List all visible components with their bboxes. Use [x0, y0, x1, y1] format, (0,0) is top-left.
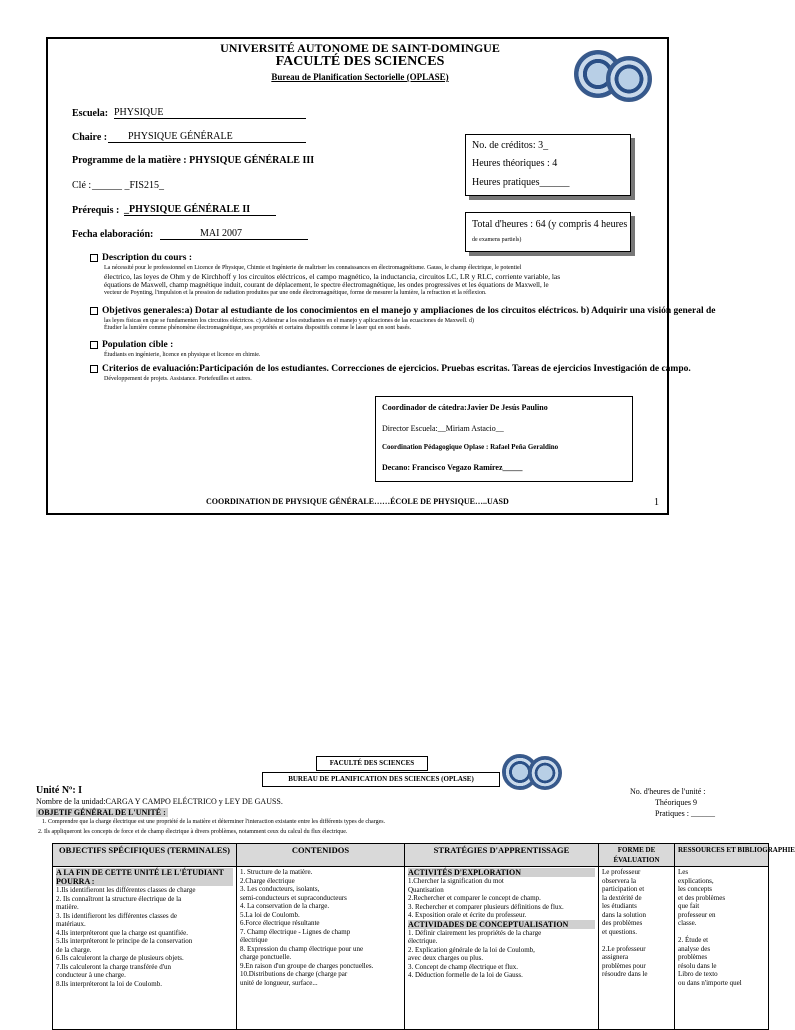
prerequis-label: Prérequis :	[72, 205, 120, 216]
list-item: résoudre dans le	[602, 970, 648, 978]
list-item	[678, 928, 765, 937]
chaire-label: Chaire :	[72, 132, 108, 143]
credits-count: No. de créditos: 3_	[472, 140, 549, 151]
list-item: 1.Chercher la signification du mot	[408, 877, 504, 885]
list-item: professeur en	[678, 910, 716, 919]
list-item: 7. Champ électrique - Lignes de champ	[240, 927, 351, 936]
column-header: OBJECTIFS SPÉCIFIQUES (TERMINALES)	[53, 844, 237, 867]
description-text: La nécessité pour le professionnel en Licence de Physique, Chimie et Ingénierie de maîtriser les connaissances en électromagnétisme. Gauss, le champ électrique, le potentiel électrico, las leyes de Ohm y de Kirchhoff y los circuitos eléctricos, el campo magnético, la inductancia, circuitos LC, LR y RLC, corriente variable, las équations de Maxwell, champ magnétique induit, courant de déplacement, le spectre électromagnétique, les ondes progressives et les équations de Maxwell, le vecteur de Poynting, l'impulsion et la pression de radiation produites par une onde électromagnétique, forme de mesurer la lumière, la refraction et la réflexion.	[104, 265, 561, 296]
coordinador-line: Coordinador de cátedra:Javier De Jesús Paulino	[382, 403, 548, 412]
unit-hours-label: No. d'heures de l'unité :	[630, 787, 706, 796]
page-footer: COORDINATION DE PHYSIQUE GÉNÉRALE……ÉCOLE DE PHYSIQUE…..UASD	[206, 497, 509, 506]
evaluation-text: Développement de projets. Assistance. Portefeuilles et autres.	[104, 376, 252, 382]
cell-title: ACTIVIDADES DE CONCEPTUALISATION	[408, 920, 595, 929]
contents-list	[240, 868, 401, 987]
list-item: 1. Structure de la matière.	[240, 868, 313, 876]
list-item: Les	[678, 868, 689, 876]
programme-label: Programme de la matière : PHYSIQUE GÉNÉRALE III	[72, 155, 315, 166]
strategies-cell	[405, 867, 599, 1030]
list-item: matière.	[56, 903, 79, 911]
coordination-box	[375, 396, 633, 482]
list-item: problèmes	[678, 953, 708, 961]
checkbox-icon	[90, 254, 98, 262]
list-item: 2. Ils connaîtront la structure électrique de la	[56, 894, 182, 903]
list-item: classe.	[678, 919, 697, 927]
cell-title: ACTIVITÉS D'EXPLORATION	[408, 868, 595, 877]
list-item: charge ponctuelle.	[240, 953, 292, 961]
list-item: participation et	[602, 885, 645, 893]
list-item: électrique.	[408, 937, 438, 945]
list-item: et des problèmes	[678, 893, 726, 902]
list-item	[602, 936, 671, 945]
list-item: 2.Rechercher et comparer le concept de champ.	[408, 894, 541, 902]
list-item: 8. Expression du champ électrique pour une	[240, 944, 364, 953]
chaire-value: PHYSIQUE GÉNÉRALE	[108, 131, 306, 143]
column-header: STRATÉGIES D'APPRENTISSAGE	[405, 844, 599, 867]
list-item: la dextérité de	[602, 893, 642, 902]
prerequis-value: _PHYSIQUE GÉNÉRALE II	[124, 204, 276, 216]
contents-cell	[237, 867, 405, 1030]
evaluation-cell	[599, 867, 675, 1030]
list-item: 7.Ils calculeront la charge transférée d'un	[56, 962, 172, 971]
cle-value: ______ _FIS215_	[92, 180, 164, 191]
list-item: Quantisation	[408, 885, 444, 894]
list-item: 3. Ils identifieront les différentes classes de	[56, 911, 177, 920]
objectives-list	[56, 886, 233, 988]
list-item: analyse des	[678, 944, 711, 953]
list-item: 9.En raison d'un groupe de charges ponctuelles.	[240, 961, 374, 970]
list-item: 5.Ils interpréteront le principe de la conservation	[56, 937, 193, 945]
specific-objectives-cell	[53, 867, 237, 1030]
description-title: Description du cours :	[90, 253, 192, 263]
faculty-title: FACULTÉ DES SCIENCES	[275, 54, 445, 69]
bureau-title: Bureau de Planification Sectorielle (OPLASE)	[271, 72, 449, 82]
unit-hours-practice: Pratiques : ______	[655, 809, 715, 818]
objectives-text: las leyes físicas en que se fundamenten los circuitos eléctricos. c) Adiestrar a los estudiantes en el manejo y aplicaciones de las ecuaciones de Maxwell. d) Étudier la lumière comme phénomène électromagnétique, ses propriétés et certains dispositifs comme le laser qui en sont basés.	[104, 318, 475, 331]
list-item: conducteur à une charge.	[56, 971, 126, 979]
list-item: explications,	[678, 876, 714, 885]
page-number: 1	[654, 497, 659, 508]
population-text: Étudiants en ingénierie, licence en physique et licence en chimie.	[104, 352, 261, 358]
total-hours-box	[465, 212, 631, 252]
objective-line-2: 2. Ils appliqueront les concepts de force et de champ électrique à divers problèmes, notamment ceux du calcul du flux électrique.	[38, 829, 348, 835]
total-hours-line1: Total d'heures : 64 (y compris 4 heures	[472, 219, 628, 230]
unit-name: Nombre de la unidad:CARGA Y CAMPO ELÉCTRICO y LEY DE GAUSS.	[36, 797, 283, 806]
theory-hours: Heures théoriques : 4	[472, 158, 558, 169]
list-item: Le professeur	[602, 868, 641, 876]
checkbox-icon	[90, 365, 98, 373]
general-objective-title: OBJETIF GÉNÉRAL DE L'UNITÉ :	[38, 808, 166, 817]
list-item: 3. Les conducteurs, isolants,	[240, 885, 320, 893]
faculty-seal-icon	[528, 756, 562, 790]
bureau-header-box: BUREAU DE PLANIFICATION DES SCIENCES (OPLASE)	[262, 772, 500, 787]
list-item: ou dans n'importe quel	[678, 978, 742, 987]
escuela-label: Escuela:	[72, 108, 109, 119]
list-item: résolu dans le	[678, 961, 717, 970]
list-item: unité de longueur, surface...	[240, 978, 318, 987]
list-item: 4. La conservation de la charge.	[240, 902, 330, 910]
list-item: assignera	[602, 953, 629, 961]
list-item: 2.Le professeur	[602, 944, 646, 953]
credits-box	[465, 134, 631, 196]
faculty-seal-icon	[606, 56, 652, 102]
resources-list	[678, 868, 765, 987]
table-header-row	[53, 844, 769, 867]
list-item: 10.Distributions de charge (charge par	[240, 970, 348, 978]
list-item: électrique	[240, 936, 268, 944]
cell-title: A LA FIN DE CETTE UNITÉ LE L'ÉTUDIANT POURRA :	[56, 868, 233, 886]
practice-hours: Heures pratiques______	[472, 177, 570, 188]
list-item: 4.Ils interpréteront que la charge est quantifiée.	[56, 928, 189, 937]
objectives-title: Objetivos generales:a) Dotar al estudiante de los conocimientos en el manejo y ampliaciones de los circuitos eléctricos. b) Adquirir una visión general de	[90, 306, 716, 316]
exploration-list	[408, 877, 595, 920]
unit-hours-theory: Théoriques 9	[655, 798, 697, 807]
evaluation-list	[602, 868, 671, 979]
list-item: de la charge.	[56, 945, 92, 954]
list-item: 2.Charge électrique	[240, 876, 295, 885]
list-item: 8.Ils interpréteront la loi de Coulomb.	[56, 979, 162, 988]
list-item: 6.Force électrique résultante	[240, 919, 320, 927]
list-item: des problèmes	[602, 919, 643, 927]
unit-plan-table	[52, 843, 795, 1030]
checkbox-icon	[90, 341, 98, 349]
population-title: Population cible :	[90, 340, 173, 350]
table-row	[53, 867, 769, 1030]
faculty-header-box: FACULTÉ DES SCIENCES	[316, 756, 428, 771]
conceptualisation-list	[408, 929, 595, 980]
list-item: 1. Définir clairement les propriétés de la charge	[408, 928, 542, 937]
list-item: avec deux charges ou plus.	[408, 954, 484, 962]
list-item: les concepts	[678, 885, 713, 893]
objective-line-1: 1. Comprendre que la charge électrique est une propriété de la matière et déterminer l'interaction existante entre les différents types de charges.	[42, 819, 386, 825]
list-item: 5.La loi de Coulomb.	[240, 910, 300, 919]
list-item: problèmes pour	[602, 961, 646, 970]
director-line: Director Escuela:__Miriam Astacio__	[382, 424, 504, 433]
list-item: matériaux.	[56, 920, 86, 928]
decano-line: Decano: Francisco Vegazo Ramírez_____	[382, 463, 523, 472]
list-item: 6.Ils calculeront la charge de plusieurs objets.	[56, 954, 184, 962]
column-header: CONTENIDOS	[237, 844, 405, 867]
university-title: UNIVERSITÉ AUTONOME DE SAINT-DOMINGUE	[220, 41, 500, 55]
list-item: 3. Concept de champ électrique et flux.	[408, 962, 519, 971]
total-hours-line2: de examens partiels)	[472, 237, 522, 243]
fecha-label: Fecha elaboración:	[72, 229, 154, 240]
list-item: 4. Exposition orale et écrite du professeur.	[408, 911, 527, 919]
list-item: observera la	[602, 876, 637, 885]
evaluation-title: Criterios de evaluación:Participación de los estudiantes. Correcciones de ejercicios. Pruebas escritas. Tareas de ejercicios Investigación de campo.	[90, 364, 691, 374]
column-header: RESSOURCES ET BIBLIOGRAPHIE	[675, 844, 769, 867]
list-item: semi-conducteurs et supraconducteurs	[240, 893, 347, 902]
list-item: 2. Étude et	[678, 936, 709, 944]
resources-cell	[675, 867, 769, 1030]
unit-number: Unité Nº: I	[36, 785, 83, 796]
list-item: les étudiants	[602, 902, 637, 910]
list-item: et questions.	[602, 927, 637, 936]
list-item: 3. Rechercher et comparer plusieurs définitions de flux.	[408, 902, 564, 911]
list-item: dans la solution	[602, 910, 646, 919]
list-item: 4. Déduction formelle de la loi de Gauss.	[408, 971, 523, 979]
checkbox-icon	[90, 307, 98, 315]
escuela-value: PHYSIQUE	[114, 107, 306, 119]
cle-label: Clé :	[72, 180, 92, 191]
list-item: 1.Ils identifieront les différentes classes de charge	[56, 886, 196, 894]
list-item: 2. Explication générale de la loi de Coulomb,	[408, 945, 535, 954]
oplase-line: Coordination Pédagogique Oplase : Rafael Peña Geraldino	[382, 443, 559, 451]
column-header: FORME DE ÉVALUATION	[599, 844, 675, 867]
list-item: Libro de texto	[678, 970, 718, 978]
fecha-value: MAI 2007	[160, 228, 308, 240]
list-item: que fait	[678, 902, 700, 910]
